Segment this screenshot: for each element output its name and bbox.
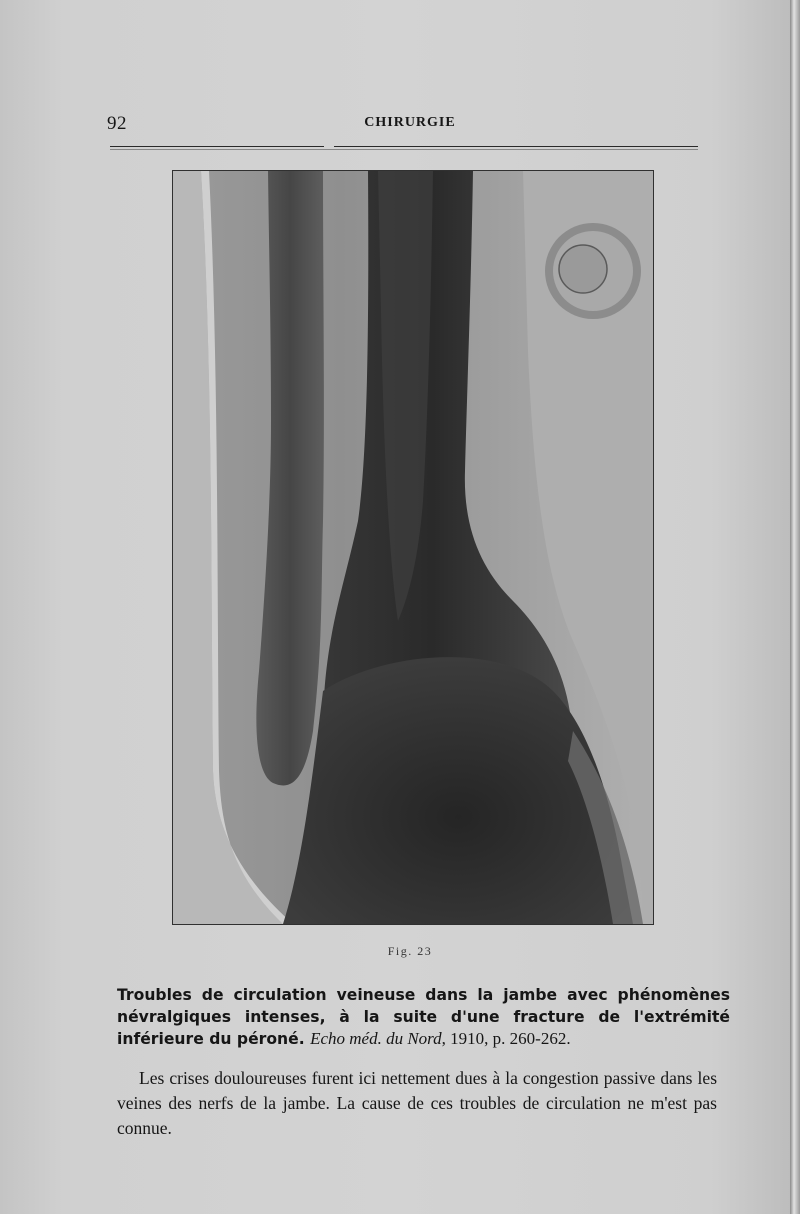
figure-title-text: Troubles de circulation veineuse dans la jambe avec phénomènes névralgiques intenses, à la suite d'une fracture de l'extrémité inférieure du péroné. [117, 986, 730, 1048]
citation [310, 1029, 571, 1048]
page-number: 92 [107, 113, 127, 134]
xray-image [173, 171, 653, 924]
header-rule-shadow [110, 149, 698, 150]
header-rule-right [334, 146, 698, 147]
body-paragraph: Les crises douloureuses furent ici nettement dues à la congestion passive dans les veines des nerfs de la jambe. La cause de ces troubles de circulation ne m'est pas connue. [117, 1068, 717, 1138]
citation-details: , 1910, p. 260-262. [441, 1029, 571, 1048]
header-rule-left [110, 146, 324, 147]
figure-label: Fig. 23 [387, 944, 433, 958]
xray-figure [172, 170, 654, 925]
journal-name: Echo méd. du Nord [310, 1029, 442, 1048]
running-head: CHIRURGIE [364, 115, 456, 130]
page-edge [790, 0, 800, 1214]
figure-title [117, 984, 730, 1050]
